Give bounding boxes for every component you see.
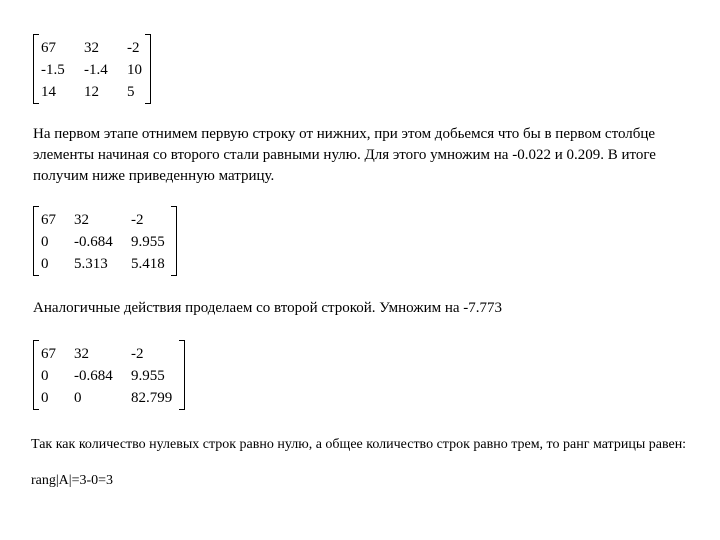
matrix-cell: 12: [84, 84, 99, 100]
matrix-row: [41, 37, 142, 59]
matrix-cell: -1.5: [41, 62, 65, 78]
matrix-row: [41, 231, 165, 253]
matrix-row: [41, 59, 142, 81]
matrix-table: [41, 37, 142, 103]
matrix-cell: 0: [41, 368, 49, 384]
matrix-cell: -2: [127, 40, 140, 56]
matrix-cell: -0.684: [74, 234, 113, 250]
matrix-cell: 0: [41, 256, 49, 272]
matrix-cell: 0: [74, 390, 82, 406]
matrix-cell: 32: [74, 346, 89, 362]
matrix-cell: 67: [41, 40, 56, 56]
matrix-cell: 0: [41, 234, 49, 250]
paragraph-step-two: Аналогичные действия проделаем со второй строкой. Умножим на -7.773: [33, 300, 503, 316]
matrix-cell: 14: [41, 84, 56, 100]
matrix-cell: -2: [131, 346, 144, 362]
matrix-cell: 32: [84, 40, 99, 56]
matrix-row: [41, 365, 172, 387]
matrix-cell: 10: [127, 62, 142, 78]
paragraph-conclusion: Так как количество нулевых строк равно нулю, а общее количество строк равно трем, то ранг матрицы равен:: [31, 437, 687, 452]
matrix-cell: 5.313: [74, 256, 108, 272]
matrix-cell: 82.799: [131, 390, 173, 406]
matrix-cell: 67: [41, 212, 56, 228]
matrix-cell: 5.418: [131, 256, 165, 272]
paragraph-step-one: На первом этапе отнимем первую строку от нижних, при этом добьемся что бы в первом столбце элементы начиная со второго стали равными нулю. Для этого умножим на -0.022 и 0.209. В итоге получим ниже приведенную матрицу.: [33, 126, 656, 184]
matrix-cell: 32: [74, 212, 89, 228]
matrix-original: [33, 34, 151, 104]
matrix-cell: 9.955: [131, 234, 165, 250]
matrix-cell: -2: [131, 212, 144, 228]
matrix-table: [41, 343, 172, 409]
matrix-cell: 9.955: [131, 368, 165, 384]
matrix-step-one: [33, 206, 177, 276]
matrix-cell: 5: [127, 84, 135, 100]
matrix-cell: 0: [41, 390, 49, 406]
matrix-row: [41, 209, 165, 231]
matrix-cell: -1.4: [84, 62, 108, 78]
rank-formula: rang|A|=3-0=3: [31, 473, 114, 488]
matrix-table: [41, 209, 165, 275]
matrix-row: [41, 81, 142, 103]
matrix-cell: -0.684: [74, 368, 113, 384]
matrix-row: [41, 387, 172, 409]
matrix-step-two: [33, 340, 185, 410]
matrix-cell: 67: [41, 346, 56, 362]
matrix-row: [41, 253, 165, 275]
matrix-row: [41, 343, 172, 365]
